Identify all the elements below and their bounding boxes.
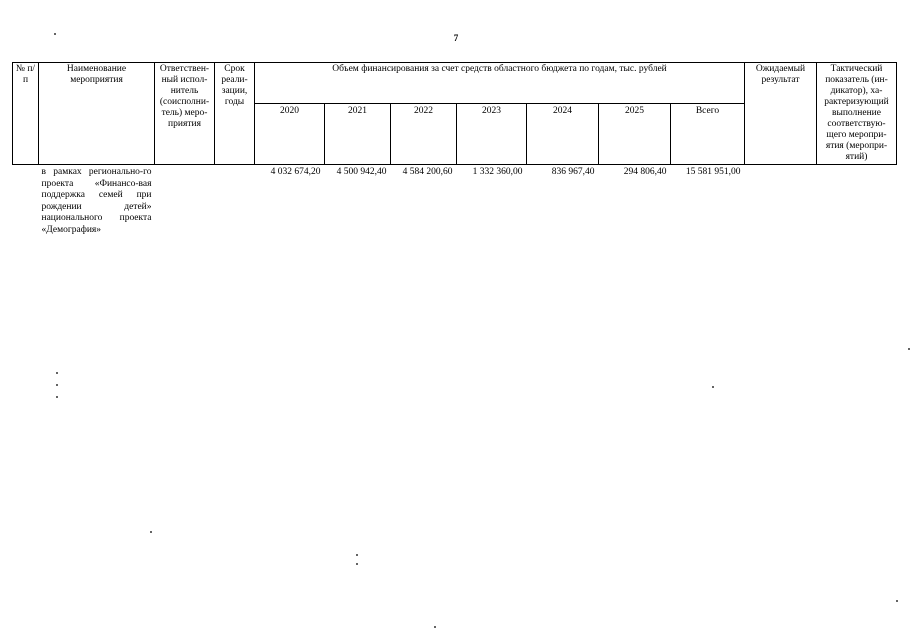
scan-speck [150,531,152,533]
value-2024: 836 967,40 [551,167,595,177]
value-2025: 294 806,40 [623,167,667,177]
header-num-label: № п/п [15,64,36,85]
page-number: 7 [453,33,459,43]
table-row [13,165,897,237]
value-2023: 1 332 360,00 [472,167,523,177]
scan-speck [54,33,56,35]
header-funding [255,63,745,104]
scan-speck [56,384,58,386]
header-indicator [817,63,897,165]
row-num [13,165,39,237]
header-year-2020: 2020 [255,104,325,165]
header-name-label: Наименование мероприятия [66,64,127,85]
header-total: Всего [671,104,745,165]
scan-speck [434,626,436,628]
header-year-2022: 2022 [391,104,457,165]
value-total: 15 581 951,00 [685,167,741,177]
row-result [745,165,817,237]
row-term [215,165,255,237]
header-year-2021: 2021 [325,104,391,165]
header-year-2025: 2025 [599,104,671,165]
value-2022: 4 584 200,60 [402,167,453,177]
row-indicator [817,165,897,237]
scan-speck [56,396,58,398]
header-term [215,63,255,165]
header-executor-label: Ответствен-ный испол-нитель (соисполни-тель) меро-приятия [159,64,210,129]
value-2020: 4 032 674,20 [270,167,321,177]
header-result [745,63,817,165]
header-funding-label: Объем финансирования за счет средств областного бюджета по годам, тыс. рублей [332,64,667,74]
header-name [39,63,155,165]
scan-speck [712,386,714,388]
header-indicator-label: Тактический показатель (ин-дикатор), ха-рактеризующий выполнение соответствую-щего меропри-ятия (меропри-ятий) [824,64,889,162]
funding-table [12,62,897,236]
header-year-2023: 2023 [457,104,527,165]
row-executor [155,165,215,237]
header-executor [155,63,215,165]
row-name: в рамках регионально-го проекта «Финансо-вая поддержка семей при рождении детей» национального проекта «Демография» [41,167,152,235]
scan-speck [356,554,358,556]
header-term-label: Срок реали-зации, годы [221,64,248,107]
scan-speck [56,372,58,374]
header-result-label: Ожидаемый результат [755,64,806,85]
scan-speck [896,600,898,602]
header-year-2024: 2024 [527,104,599,165]
value-2021: 4 500 942,40 [336,167,387,177]
header-num [13,63,39,165]
scan-speck [356,563,358,565]
scan-speck [908,348,910,350]
